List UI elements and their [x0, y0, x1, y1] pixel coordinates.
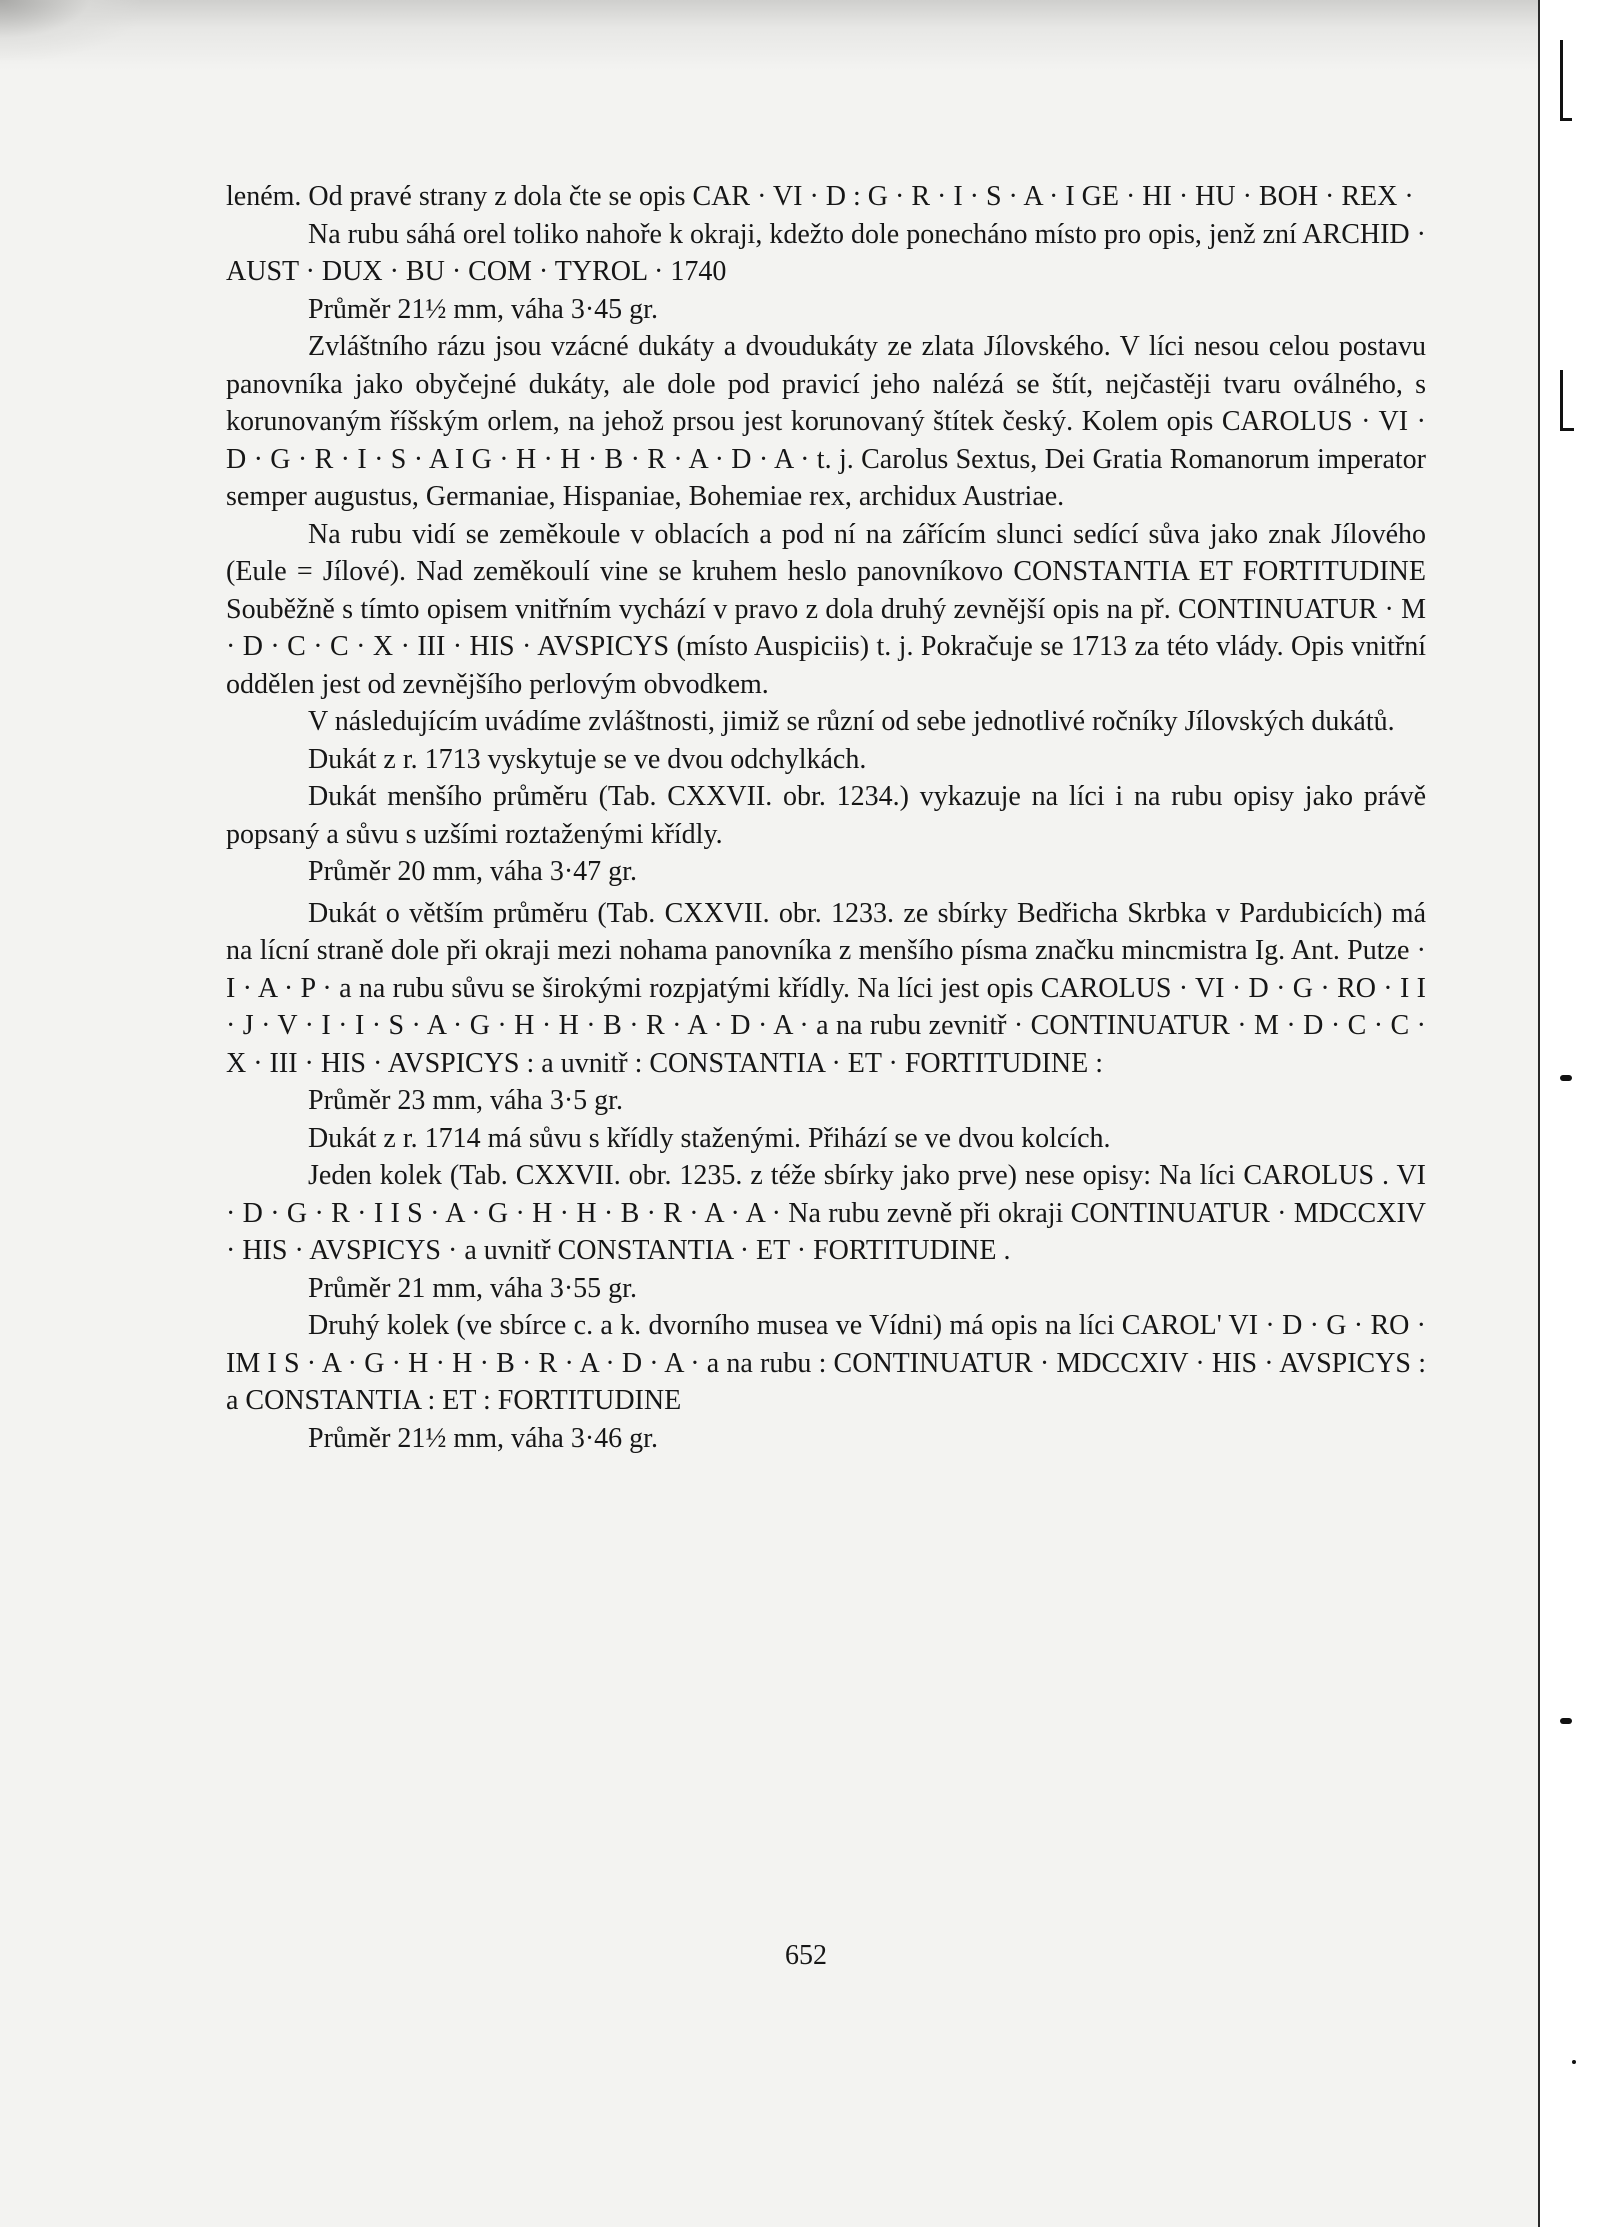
paragraph: leném. Od pravé strany z dola čte se opis CAR · VI · D : G · R · I · S · A · I GE · HI · HU · BOH · REX ·	[226, 181, 1414, 212]
margin-bracket-mark	[1560, 118, 1572, 121]
scan-corner-shadow	[0, 0, 140, 60]
paragraph: Průměr 21½ mm, váha 3·46 gr.	[308, 1422, 658, 1454]
margin-arrow-mark	[1560, 1718, 1572, 1724]
margin-dot-mark	[1572, 2060, 1576, 2064]
paragraph: Dukát menšího průměru (Tab. CXXVII. obr. 1234.) vykazuje na líci i na rubu opisy jako právě popsaný a sůvu s uzšími roztaženými křídly.	[226, 781, 1426, 850]
margin-arrow-mark	[1560, 1075, 1572, 1081]
page-number: 652	[785, 1940, 827, 1971]
scan-top-shadow	[0, 0, 1540, 70]
paragraph: Na rubu vidí se zeměkoule v oblacích a pod ní na zářícím slunci sedící sůva jako znak Jílového (Eule = Jílové). Nad zeměkoulí vine se kruhem heslo panovníkovo CONSTANTIA ET FORTITUDINE Souběžně s tímto opisem vnitřním vychází v pravo z dola druhý zevnější opis na př. CONTINUATUR · M · D · C · C · X · III · HIS · AVSPICYS (místo Auspiciis) t. j. Pokračuje se 1713 za této vlády. Opis vnitřní oddělen jest od zevnějšího perlovým obvodkem.	[226, 518, 1426, 700]
paragraph: Dukát z r. 1713 vyskytuje se ve dvou odchylkách.	[308, 743, 867, 775]
paragraph: Průměr 21 mm, váha 3·55 gr.	[308, 1272, 637, 1304]
paragraph: Dukát z r. 1714 má sůvu s křídly staženými. Přihází se ve dvou kolcích.	[308, 1122, 1111, 1154]
margin-bracket-mark	[1560, 40, 1563, 120]
page-body	[226, 178, 1426, 1457]
paragraph: Zvláštního rázu jsou vzácné dukáty a dvoudukáty ze zlata Jílovského. V líci nesou celou postavu panovníka jako obyčejné dukáty, ale dole pod pravicí jeho nalézá se štít, nejčastěji tvaru oválného, s korunovaným říšským orlem, na jehož prsou jest korunovaný štítek český. Kolem opis CAROLUS · VI · D · G · R · I · S · A I G · H · H · B · R · A · D · A · t. j. Carolus Sextus, Dei Gratia Romanorum imperator semper augustus, Germaniae, Hispaniae, Bohemiae rex, archidux Austriae.	[226, 331, 1426, 512]
margin-bracket-mark	[1560, 370, 1563, 430]
paragraph: Na rubu sáhá orel toliko nahoře k okraji, kdežto dole ponecháno místo pro opis, jenž zní ARCHID · AUST · DUX · BU · COM · TYROL · 1740	[226, 218, 1426, 287]
paragraph: Průměr 23 mm, váha 3·5 gr.	[308, 1085, 623, 1116]
paragraph: Dukát o větším průměru (Tab. CXXVII. obr. 1233. ze sbírky Bedřicha Skrbka v Pardubicích) má na lícní straně dole při okraji mezi nohama panovníka z menšího písma značku mincmistra Ig. Ant. Putze · I · A · P · a na rubu sůvu se širokými rozpjatými křídly. Na líci jest opis CAROLUS · VI · D · G · RO · I I · J · V · I · I · S · A · G · H · H · B · R · A · D · A · a na rubu zevnitř · CONTINUATUR · M · D · C · C · X · III · HIS · AVSPICYS : a uvnitř : CONSTANTIA · ET · FORTITUDINE :	[226, 897, 1426, 1079]
scan-right-margin	[1538, 0, 1612, 2227]
paragraph: V následujícím uvádíme zvláštnosti, jimiž se různí od sebe jednotlivé ročníky Jílovských dukátů.	[308, 706, 1395, 737]
paragraph: Průměr 21½ mm, váha 3·45 gr.	[308, 293, 658, 325]
paragraph: Průměr 20 mm, váha 3·47 gr.	[308, 856, 637, 887]
paragraph: Jeden kolek (Tab. CXXVII. obr. 1235. z téže sbírky jako prve) nese opisy: Na líci CAROLUS . VI · D · G · R · I I S · A · G · H · H · B · R · A · A · Na rubu zevně při okraji CONTINUATUR · MDCCXIV · HIS · AVSPICYS · a uvnitř CONSTANTIA · ET · FORTITUDINE .	[226, 1160, 1426, 1266]
paragraph: Druhý kolek (ve sbírce c. a k. dvorního musea ve Vídni) má opis na líci CAROL' VI · D · G · RO · IM I S · A · G · H · H · B · R · A · D · A · a na rubu : CONTINUATUR · MDCCXIV · HIS · AVSPICYS : a CONSTANTIA : ET : FORTITUDINE	[226, 1310, 1426, 1416]
margin-bracket-mark	[1560, 428, 1574, 431]
